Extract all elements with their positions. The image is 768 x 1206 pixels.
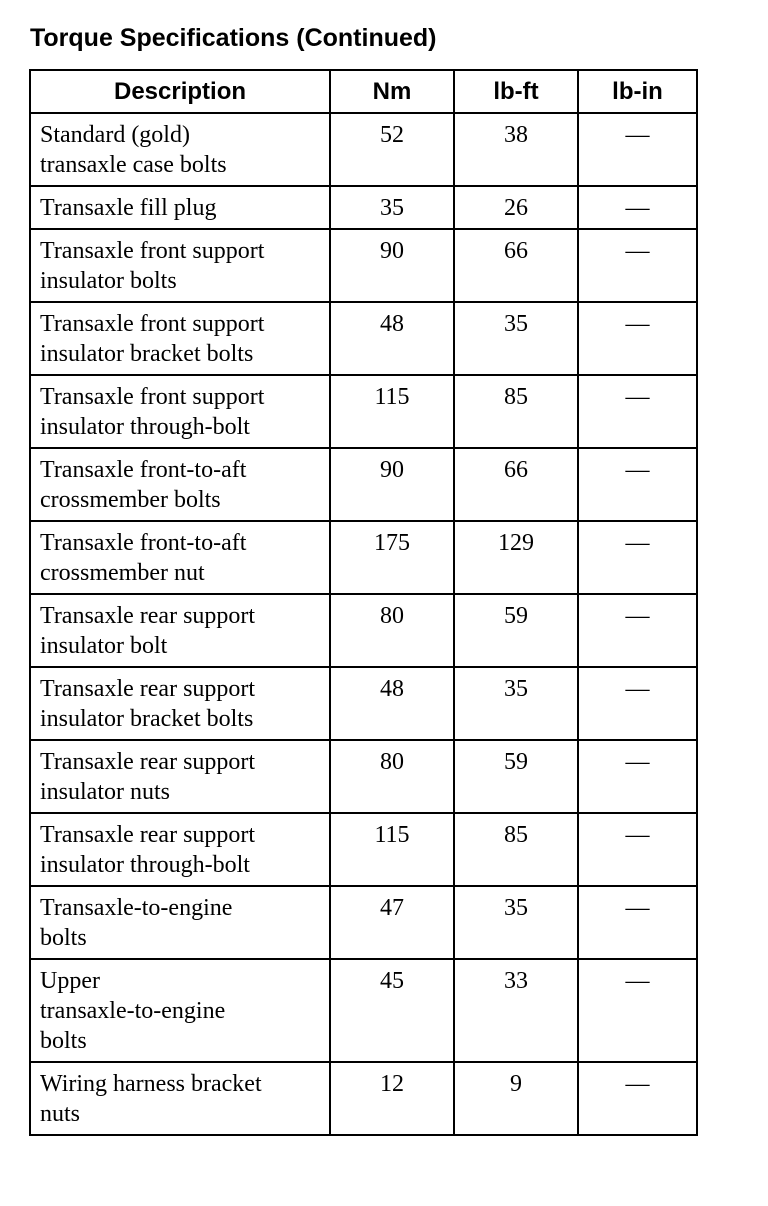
nm-cell: 48 <box>330 302 454 375</box>
nm-cell: 90 <box>330 229 454 302</box>
description-line: Standard (gold) <box>40 122 190 148</box>
description-cell <box>30 1062 330 1135</box>
nm-cell: 52 <box>330 113 454 186</box>
description-line: transaxle-to-engine <box>40 998 226 1024</box>
column-header-lb-in: lb-in <box>578 70 697 113</box>
description-line: insulator nuts <box>40 779 170 805</box>
lb-in-cell: — <box>578 186 697 229</box>
description-line: Transaxle front support <box>40 384 265 410</box>
table-body <box>30 113 697 1135</box>
lb-ft-cell: 85 <box>454 375 578 448</box>
nm-cell: 48 <box>330 667 454 740</box>
torque-spec-table <box>29 69 698 1136</box>
nm-cell: 12 <box>330 1062 454 1135</box>
description-line: Transaxle front-to-aft <box>40 530 247 556</box>
description-cell <box>30 302 330 375</box>
description-cell <box>30 229 330 302</box>
description-cell <box>30 886 330 959</box>
table-row <box>30 667 697 740</box>
description-line: insulator bracket bolts <box>40 341 254 367</box>
description-line: Transaxle rear support <box>40 676 256 702</box>
lb-in-cell: — <box>578 375 697 448</box>
lb-in-cell: — <box>578 521 697 594</box>
description-line: insulator through-bolt <box>40 852 250 878</box>
description-line: crossmember nut <box>40 560 205 586</box>
description-line: transaxle case bolts <box>40 152 227 178</box>
table-row <box>30 448 697 521</box>
table-row <box>30 1062 697 1135</box>
table-row <box>30 959 697 1062</box>
nm-cell: 115 <box>330 375 454 448</box>
description-cell <box>30 959 330 1062</box>
column-header-nm: Nm <box>330 70 454 113</box>
lb-ft-cell: 33 <box>454 959 578 1062</box>
lb-ft-cell: 129 <box>454 521 578 594</box>
column-header-description: Description <box>30 70 330 113</box>
lb-ft-cell: 9 <box>454 1062 578 1135</box>
description-line: bolts <box>40 925 87 951</box>
table-row <box>30 740 697 813</box>
page-title: Torque Specifications (Continued) <box>30 24 437 52</box>
lb-in-cell: — <box>578 302 697 375</box>
description-line: nuts <box>40 1101 81 1127</box>
table-row <box>30 229 697 302</box>
nm-cell: 35 <box>330 186 454 229</box>
description-line: insulator through-bolt <box>40 414 250 440</box>
lb-in-cell: — <box>578 813 697 886</box>
description-line: insulator bracket bolts <box>40 706 254 732</box>
nm-cell: 175 <box>330 521 454 594</box>
nm-cell: 90 <box>330 448 454 521</box>
nm-cell: 45 <box>330 959 454 1062</box>
column-header-lb-ft: lb-ft <box>454 70 578 113</box>
description-line: Transaxle rear support <box>40 749 256 775</box>
lb-in-cell: — <box>578 886 697 959</box>
lb-ft-cell: 59 <box>454 594 578 667</box>
description-line: insulator bolt <box>40 633 168 659</box>
table-row <box>30 521 697 594</box>
description-cell <box>30 186 330 229</box>
lb-in-cell: — <box>578 959 697 1062</box>
description-cell <box>30 448 330 521</box>
lb-ft-cell: 26 <box>454 186 578 229</box>
lb-ft-cell: 66 <box>454 229 578 302</box>
lb-ft-cell: 85 <box>454 813 578 886</box>
lb-ft-cell: 35 <box>454 667 578 740</box>
description-cell <box>30 813 330 886</box>
description-line: Transaxle rear support <box>40 822 256 848</box>
description-line: crossmember bolts <box>40 487 221 513</box>
lb-in-cell: — <box>578 113 697 186</box>
lb-ft-cell: 66 <box>454 448 578 521</box>
lb-ft-cell: 38 <box>454 113 578 186</box>
description-line: Transaxle front support <box>40 238 265 264</box>
nm-cell: 80 <box>330 740 454 813</box>
table-header-row <box>30 70 697 113</box>
description-line: Wiring harness bracket <box>40 1071 262 1097</box>
lb-ft-cell: 59 <box>454 740 578 813</box>
table-row <box>30 813 697 886</box>
lb-in-cell: — <box>578 229 697 302</box>
table-row <box>30 113 697 186</box>
description-cell <box>30 375 330 448</box>
description-line: Transaxle-to-engine <box>40 895 233 921</box>
lb-ft-cell: 35 <box>454 886 578 959</box>
description-cell <box>30 594 330 667</box>
description-line: insulator bolts <box>40 268 177 294</box>
description-line: Upper <box>40 968 100 994</box>
table-row <box>30 375 697 448</box>
description-cell <box>30 667 330 740</box>
table-row <box>30 186 697 229</box>
description-cell <box>30 113 330 186</box>
lb-ft-cell: 35 <box>454 302 578 375</box>
lb-in-cell: — <box>578 448 697 521</box>
description-line: Transaxle fill plug <box>40 195 217 221</box>
lb-in-cell: — <box>578 1062 697 1135</box>
table-row <box>30 594 697 667</box>
lb-in-cell: — <box>578 594 697 667</box>
description-cell <box>30 521 330 594</box>
description-line: Transaxle front-to-aft <box>40 457 247 483</box>
description-cell <box>30 740 330 813</box>
nm-cell: 115 <box>330 813 454 886</box>
nm-cell: 47 <box>330 886 454 959</box>
description-line: bolts <box>40 1028 87 1054</box>
table-row <box>30 302 697 375</box>
table-row <box>30 886 697 959</box>
description-line: Transaxle rear support <box>40 603 256 629</box>
lb-in-cell: — <box>578 667 697 740</box>
lb-in-cell: — <box>578 740 697 813</box>
description-line: Transaxle front support <box>40 311 265 337</box>
nm-cell: 80 <box>330 594 454 667</box>
